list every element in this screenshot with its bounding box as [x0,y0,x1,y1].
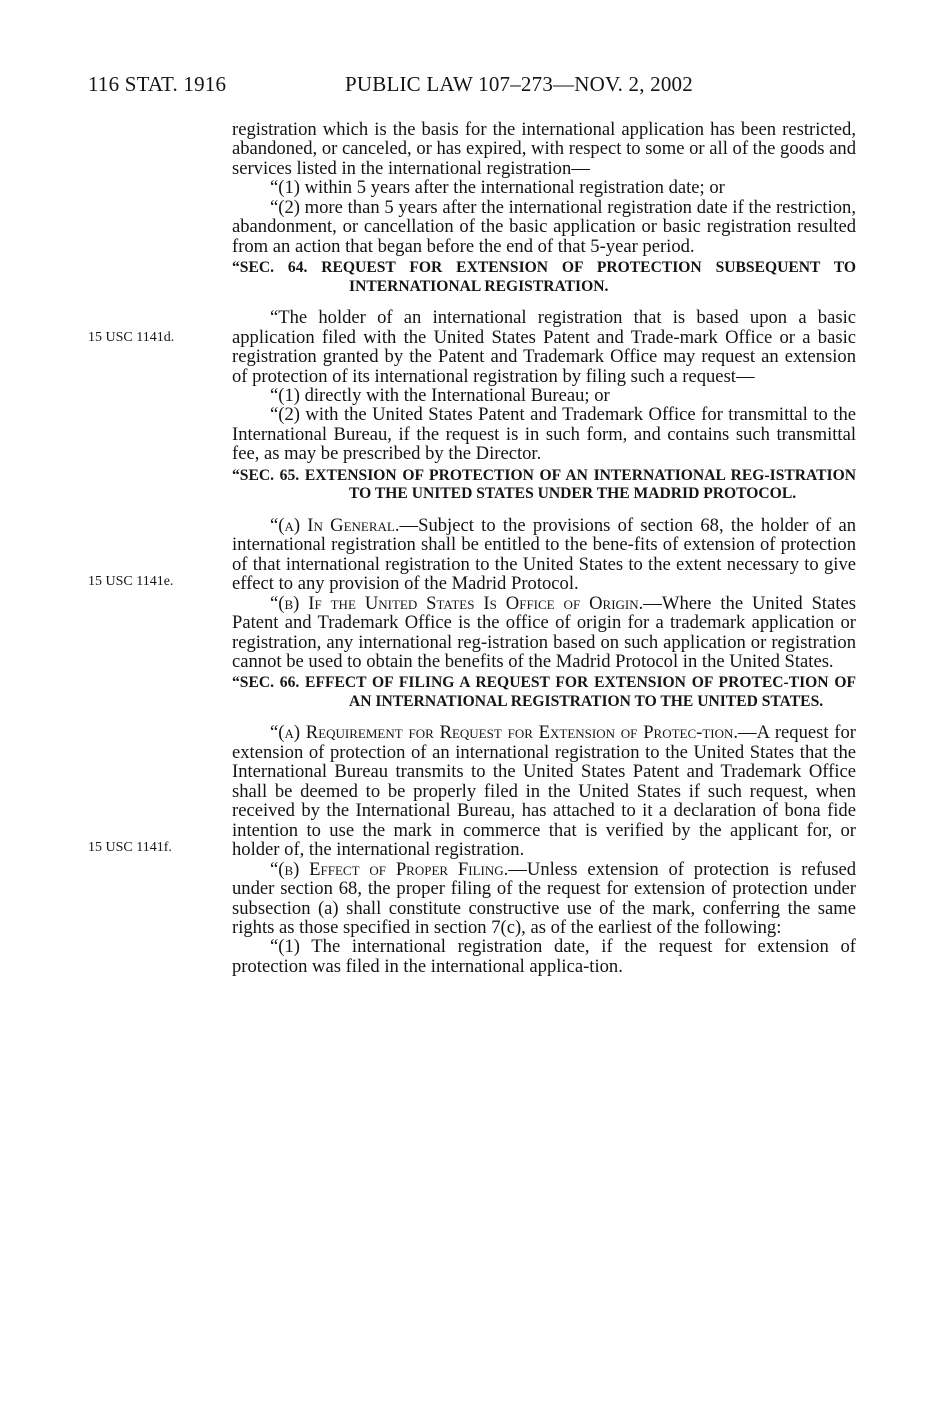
margin-note-1141e: 15 USC 1141e. [88,574,174,589]
subsection-a [232,723,856,859]
subsection-text: —A request for extension of protection of an international registration to the United States that the International Bureau transmits to the United States Patent and Trademark Office shall be deemed to be properly filed in the United States if such request, when received by the International Bureau, has attached to it a declaration of bona fide intention to use the mark in commerce that is verified by the applicant for, or holder of, the international registration. [232,722,856,861]
subsection-b [232,860,856,938]
section-64-heading: “SEC. 64. REQUEST FOR EXTENSION OF PROTECTION SUBSEQUENT TO INTERNATIONAL REGISTRATION. [232,259,856,295]
list-item-1: “(1) directly with the International Bureau; or [270,384,610,406]
page-number-header: 116 STAT. 1916 [88,72,227,96]
margin-note-1141d: 15 USC 1141d. [88,330,175,345]
list-item-1 [232,937,856,976]
subsection-heading: “(a) In General. [270,514,400,536]
subsection-text: —Subject to the provisions of section 68, the holder of an international registration shall be entitled to the bene-fits of extension of protection of that international registration to the United States to the extent necessary to give effect to any provision of the Madrid Protocol. [232,514,856,595]
margin-note-1141f: 15 USC 1141f. [88,840,172,855]
subsection-text: —Where the United States Patent and Trademark Office is the office of origin for a trademark application or registration, any international reg-istration based on such application or registration cannot be used to obtain the benefits of the Madrid Protocol in the United States. [232,592,856,672]
document-body [232,120,856,976]
subsection-heading: “(a) Requirement for Request for Extension of Protec-tion. [270,722,739,744]
list-item-text: “(2) with the United States Patent and Trademark Office for transmittal to the International Bureau, if the request is in such form, and contains such transmittal fee, as may be prescribed by the Director. [232,404,856,465]
paragraph: “The holder of an international registration that is based upon a basic application filed with the United States Patent and Trade-mark Office or a basic registration granted by the Patent and Trademark Office may request an extension of protection of its international registration by filing such a request— [232,307,856,387]
subsection-a [232,516,856,594]
public-law-header: PUBLIC LAW 107–273—NOV. 2, 2002 [345,72,693,96]
subsection-heading: “(b) Effect of Proper Filing. [270,858,509,880]
list-item-text: “(2) more than 5 years after the international registration date if the restriction, abandonment, or cancellation of the basic application or basic registration resulted from an action that began before the end of that 5-year period. [232,196,856,257]
section-65-heading: “SEC. 65. EXTENSION OF PROTECTION OF AN INTERNATIONAL REG-ISTRATION TO THE UNITED STATES UNDER THE MADRID PROTOCOL. [232,466,856,503]
subsection-b [232,594,856,672]
list-item-2 [232,405,856,463]
subsection-heading: “(b) If the United States Is Office of Origin. [270,592,644,614]
section-66-heading: “SEC. 66. EFFECT OF FILING A REQUEST FOR EXTENSION OF PROTEC-TION OF AN INTERNATIONAL REGISTRATION TO THE UNITED STATES. [232,674,856,710]
list-item-2 [232,198,856,256]
list-item-text: “(1) The international registration date, if the request for extension of protection was filed in the international applica-tion. [232,936,856,977]
list-item-1: “(1) within 5 years after the international registration date; or [270,177,725,199]
subsection-text: —Unless extension of protection is refused under section 68, the proper filing of the request for extension of protection under subsection (a) shall constitute constructive use of the mark, conferring the same rights as those specified in section 7(c), as of the earliest of the following: [232,858,856,938]
paragraph: registration which is the basis for the international application has been restricted, abandoned, or canceled, or has expired, with respect to some or all of the goods and services listed in the international registration— [232,119,856,179]
